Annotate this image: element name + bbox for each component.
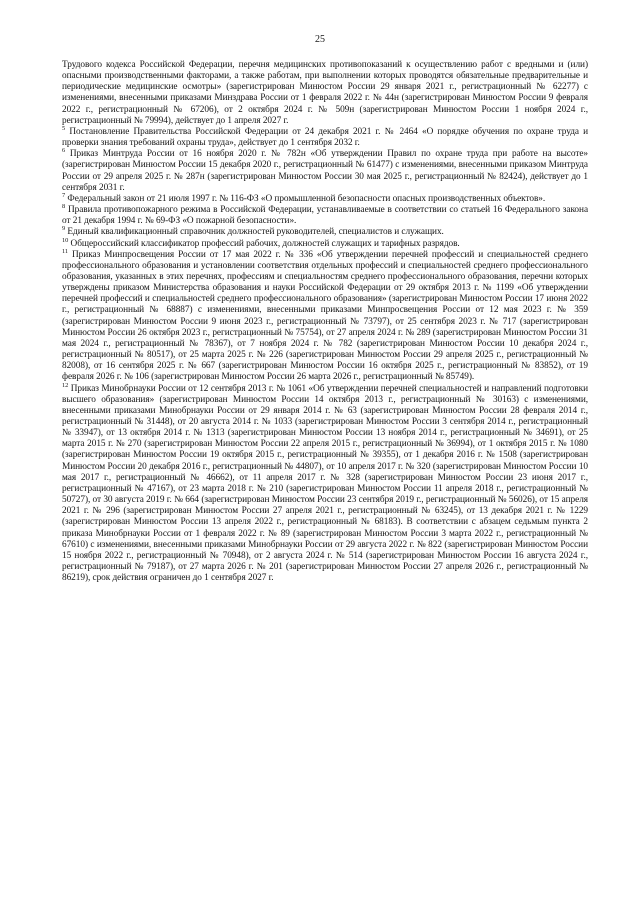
footnote-8	[62, 202, 589, 227]
footnote-6	[62, 149, 588, 194]
footnote-text: Федеральный закон от 21 июля 1997 г. № 116-ФЗ «О промышленной безопасности опасных производственных объектов».	[67, 193, 546, 204]
footnote-text: Общероссийский классификатор профессий рабочих, должностей служащих и тарифных разрядов.	[70, 238, 460, 249]
footnotes-block	[62, 60, 588, 584]
footnote-text: Правила противопожарного режима в Российской Федерации, устанавливаемые в соответствии со статьей 16 Федерального закона от 21 декабря 1994 г. № 69-ФЗ «О пожарной безопасности».	[62, 205, 589, 227]
footnote-10	[62, 236, 588, 250]
footnote-mark: 12	[62, 381, 69, 389]
footnote-11	[62, 247, 588, 384]
footnote-mark: 6	[62, 147, 66, 155]
footnote-mark: 9	[62, 225, 66, 233]
footnote-text: Единый квалификационный справочник должностей руководителей, специалистов и служащих.	[67, 227, 444, 238]
footnote-mark: 8	[62, 202, 66, 210]
footnote-continuation: Трудового кодекса Российской Федерации, перечня медицинских противопоказаний к осуществлению работ с вредными и (или) опасными производственными факторами, а также работам, при выполнении которых проводятся обязательные предварительные и периодические медицинские осмотры» (зарегистрирован Минюстом России 29 января 2021 г., регистрационный № 62277) с изменениями, внесенными приказами Минздрава России от 1 февраля 2022 г. № 44н (зарегистрирован Минюстом России 9 февраля 2022 г., регистрационный № 67206), от 2 октября 2024 г. № 509н (зарегистрирован Минюстом России 1 ноября 2024 г., регистрационный № 79994), действует до 1 апреля 2027 г.	[62, 60, 588, 126]
footnote-mark: 5	[62, 124, 66, 132]
footnote-mark: 10	[62, 236, 69, 244]
page-number: 25	[315, 34, 325, 45]
footnote-text: Приказ Минобрнауки России от 12 сентября 2013 г. № 1061 «Об утверждении перечней специальностей и направлений подготовки высшего образования» (зарегистрирован Минюстом России 14 октября 2013 г., регистрационный № 30163) с изменениями, внесенными приказами Минобрнауки России от 29 января 2014 г. № 63 (зарегистрирован Минюстом России 28 февраля 2014 г., регистрационный № 31448), от 20 августа 2014 г. № 1033 (зарегистрирован Минюстом России 3 сентября 2014 г., регистрационный № 33947), от 13 октября 2014 г. № 1313 (зарегистрирован Минюстом России 13 ноября 2014 г., регистрационный № 34691), от 25 марта 2015 г. № 270 (зарегистрирован Минюстом России 22 апреля 2015 г., регистрационный № 36994), от 1 октября 2015 г. № 1080 (зарегистрирован Минюстом России 19 октября 2015 г., регистрационный № 39355), от 1 декабря 2016 г. № 1508 (зарегистрирован Минюстом России 20 декабря 2016 г., регистрационный № 44807), от 10 апреля 2017 г. № 320 (зарегистрирован Минюстом России 10 мая 2017 г., регистрационный № 46662), от 11 апреля 2017 г. № 328 (зарегистрирован Минюстом России 23 июня 2017 г., регистрационный № 47167), от 23 марта 2018 г. № 210 (зарегистрирован Минюстом России 11 апреля 2018 г., регистрационный № 50727), от 30 августа 2019 г. № 664 (зарегистрирован Минюстом России 23 сентября 2019 г., регистрационный № 56026), от 15 апреля 2021 г. № 296 (зарегистрирован Минюстом России 27 апреля 2021 г., регистрационный № 63245), от 13 декабря 2021 г. № 1229 (зарегистрирован Минюстом России 13 апреля 2022 г., регистрационный № 68183). В соответствии с абзацем седьмым пункта 2 приказа Минобрнауки России от 1 февраля 2022 г. № 89 (зарегистрирован Минюстом России 3 марта 2022 г., регистрационный № 67610) с изменениями, внесенными приказами Минобрнауки России от 29 августа 2022 г. № 822 (зарегистрирован Минюстом России 15 ноября 2022 г., регистрационный № 70948), от 2 августа 2024 г. № 514 (зарегистрирован Минюстом России 16 августа 2024 г., регистрационный № 79187), от 27 марта 2026 г. № 201 (зарегистрирован Минюстом России 27 апреля 2026 г., регистрационный № 86219), срок действия ограничен до 1 сентября 2027 г.	[62, 383, 589, 584]
footnote-5	[62, 124, 589, 149]
footnote-7	[62, 191, 588, 205]
footnote-9	[62, 227, 588, 238]
footnote-12	[62, 381, 589, 585]
footnote-mark: 11	[62, 247, 69, 255]
footnote-text: Приказ Минтруда России от 16 ноября 2020 г. № 782н «Об утверждении Правил по охране труда при работе на высоте» (зарегистрирован Минюстом России 15 декабря 2020 г., регистрационный № 61477) с изменениями, внесенными приказом Минтруда России от 29 апреля 2025 г. № 287н (зарегистрирован Минюстом России 30 мая 2025 г., регистрационный № 82424), действует до 1 сентября 2031 г.	[62, 149, 588, 193]
footnote-text: Постановление Правительства Российской Федерации от 24 декабря 2021 г. № 2464 «О порядке обучения по охране труда и проверки знания требований охраны труда», действует до 1 сентября 2032 г.	[62, 126, 589, 149]
footnote-mark: 7	[62, 191, 66, 199]
footnote-text: Приказ Минпросвещения России от 17 мая 2022 г. № 336 «Об утверждении перечней профессий и специальностей среднего профессионального образования и установлении соответствия отдельных профессий и специальностей среднего профессионального образования, указанных в этих перечнях, профессиям и специальностям среднего профессионального образования, перечни которых утверждены приказом Министерства образования и науки Российской Федерации от 29 октября 2013 г. № 1199 «Об утверждении перечней профессий и специальностей среднего профессионального образования» (зарегистрирован Минюстом России 17 июня 2022 г., регистрационный № 68887) с изменениями, внесенными приказами Минпросвещения России от 12 мая 2023 г. № 359 (зарегистрирован Минюстом России 9 июня 2023 г., регистрационный № 73797), от 25 сентября 2023 г. № 717 (зарегистрирован Минюстом России 26 октября 2023 г., регистрационный № 75754), от 27 апреля 2024 г. № 289 (зарегистрирован Минюстом России 31 мая 2024 г., регистрационный № 78367), от 7 ноября 2024 г. № 782 (зарегистрирован Минюстом России 10 декабря 2024 г., регистрационный № 80517), от 25 марта 2025 г. № 226 (зарегистрирован Минюстом России 29 апреля 2025 г., регистрационный № 82008), от 16 сентября 2025 г. № 667 (зарегистрирован Минюстом России 16 октября 2025 г., регистрационный № 83852), от 19 февраля 2026 г. № 106 (зарегистрирован Минюстом России 26 марта 2026 г., регистрационный № 85749).	[62, 249, 588, 383]
